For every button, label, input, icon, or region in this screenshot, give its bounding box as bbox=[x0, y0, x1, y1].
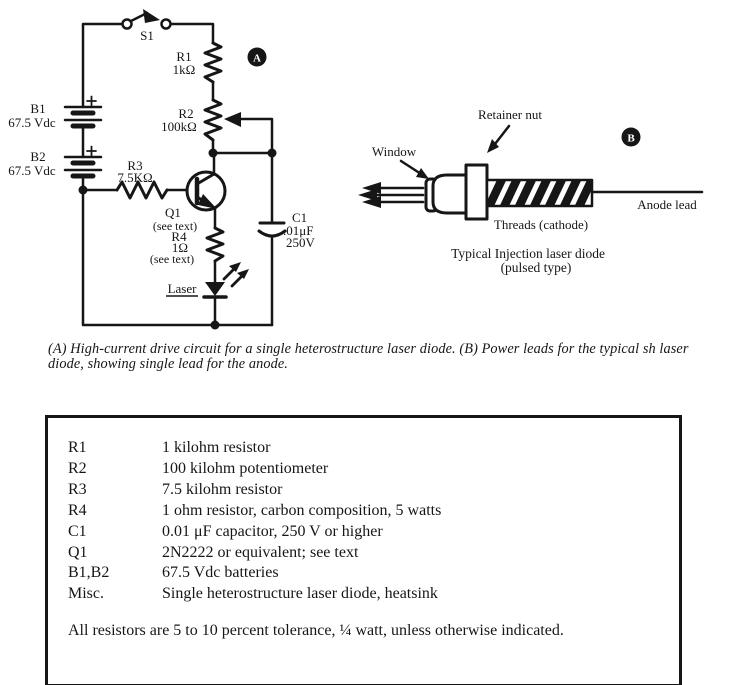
anode-lead-label: Anode lead bbox=[637, 197, 697, 212]
retainer-nut-body bbox=[466, 165, 487, 219]
figure-a-badge-letter: A bbox=[253, 52, 261, 65]
parts-row bbox=[68, 522, 679, 543]
part-ref: C1 bbox=[68, 522, 87, 540]
part-desc: 1 ohm resistor, carbon composition, 5 watts bbox=[162, 501, 442, 519]
wiper-arrow bbox=[224, 112, 241, 127]
parts-list-box bbox=[45, 415, 682, 685]
retainer-callout-arrow bbox=[487, 126, 509, 153]
diode-figure-subtitle: (pulsed type) bbox=[500, 260, 572, 275]
c1-label: C1 bbox=[292, 210, 308, 225]
parts-row bbox=[68, 480, 679, 501]
r2-label: R2 bbox=[178, 106, 194, 121]
part-ref: Misc. bbox=[68, 585, 104, 603]
parts-row bbox=[68, 563, 679, 584]
parts-row bbox=[68, 501, 679, 522]
resistor-r1-symbol bbox=[205, 43, 221, 82]
part-ref: Q1 bbox=[68, 543, 88, 561]
parts-row bbox=[68, 459, 679, 480]
part-ref: B1,B2 bbox=[68, 564, 110, 582]
part-ref: R4 bbox=[68, 501, 87, 519]
window-label: Window bbox=[371, 144, 417, 159]
window-callout-arrow bbox=[401, 161, 429, 179]
b2-label: B2 bbox=[30, 149, 46, 164]
part-desc: 67.5 Vdc batteries bbox=[162, 564, 279, 582]
r3-value: 7.5KΩ bbox=[117, 170, 153, 185]
potentiometer-r2-symbol bbox=[205, 100, 241, 140]
diode-cap bbox=[433, 175, 467, 213]
r2-value: 100kΩ bbox=[161, 119, 197, 134]
part-desc: 0.01 μF capacitor, 250 V or higher bbox=[162, 522, 383, 540]
plus-sign bbox=[87, 147, 96, 156]
parts-row bbox=[68, 584, 679, 605]
part-ref: R1 bbox=[68, 439, 87, 456]
diode-figure-title: Typical Injection laser diode bbox=[451, 246, 605, 261]
retainer-nut-label: Retainer nut bbox=[478, 107, 542, 122]
switch-s1-symbol bbox=[123, 9, 171, 29]
transistor-q1-symbol bbox=[187, 172, 225, 210]
part-desc: 100 kilohm potentiometer bbox=[162, 459, 329, 477]
r4-note: (see text) bbox=[149, 252, 195, 266]
part-ref: R3 bbox=[68, 480, 87, 498]
part-ref: R2 bbox=[68, 459, 87, 477]
r4-value: 1Ω bbox=[171, 240, 189, 255]
part-desc: 1 kilohm resistor bbox=[162, 439, 271, 456]
figure-caption: (A) High-current drive circuit for a single heterostructure laser diode. (B) Power leads for the typical sh laser diode, showing single lead for the anode. bbox=[48, 341, 689, 373]
c1-voltage: 250V bbox=[286, 235, 315, 250]
resistor-r4-symbol bbox=[207, 228, 223, 261]
parts-tolerance-note: All resistors are 5 to 10 percent tolerance, ¼ watt, unless otherwise indicated. bbox=[68, 622, 564, 640]
capacitor-c1-symbol bbox=[259, 223, 285, 236]
plus-sign bbox=[87, 97, 96, 106]
figure-b-badge bbox=[622, 128, 641, 147]
threads-label: Threads (cathode) bbox=[493, 217, 589, 232]
b2-value: 67.5 Vdc bbox=[8, 163, 56, 178]
switch-label: S1 bbox=[140, 28, 154, 43]
c1-value: .01μF bbox=[283, 223, 314, 238]
light-emission-arrows bbox=[358, 182, 423, 208]
r1-value: 1kΩ bbox=[172, 62, 196, 77]
part-desc: 2N2222 or equivalent; see text bbox=[162, 543, 359, 561]
figure-b-badge-letter: B bbox=[627, 132, 635, 145]
parts-row bbox=[68, 543, 679, 564]
b1-value: 67.5 Vdc bbox=[8, 115, 56, 130]
b1-label: B1 bbox=[30, 101, 46, 116]
figure-graphics bbox=[0, 0, 730, 340]
part-desc: 7.5 kilohm resistor bbox=[162, 480, 283, 498]
figure-a-badge bbox=[248, 48, 267, 67]
laser-label: Laser bbox=[167, 281, 197, 296]
q1-note: (see text) bbox=[152, 219, 198, 233]
parts-row bbox=[68, 438, 679, 459]
part-desc: Single heterostructure laser diode, heatsink bbox=[162, 585, 438, 603]
laser-diode-symbol bbox=[204, 262, 249, 297]
r1-label: R1 bbox=[176, 49, 192, 64]
r3-label: R3 bbox=[127, 158, 143, 173]
r4-label: R4 bbox=[171, 229, 187, 244]
q1-label: Q1 bbox=[165, 205, 181, 220]
